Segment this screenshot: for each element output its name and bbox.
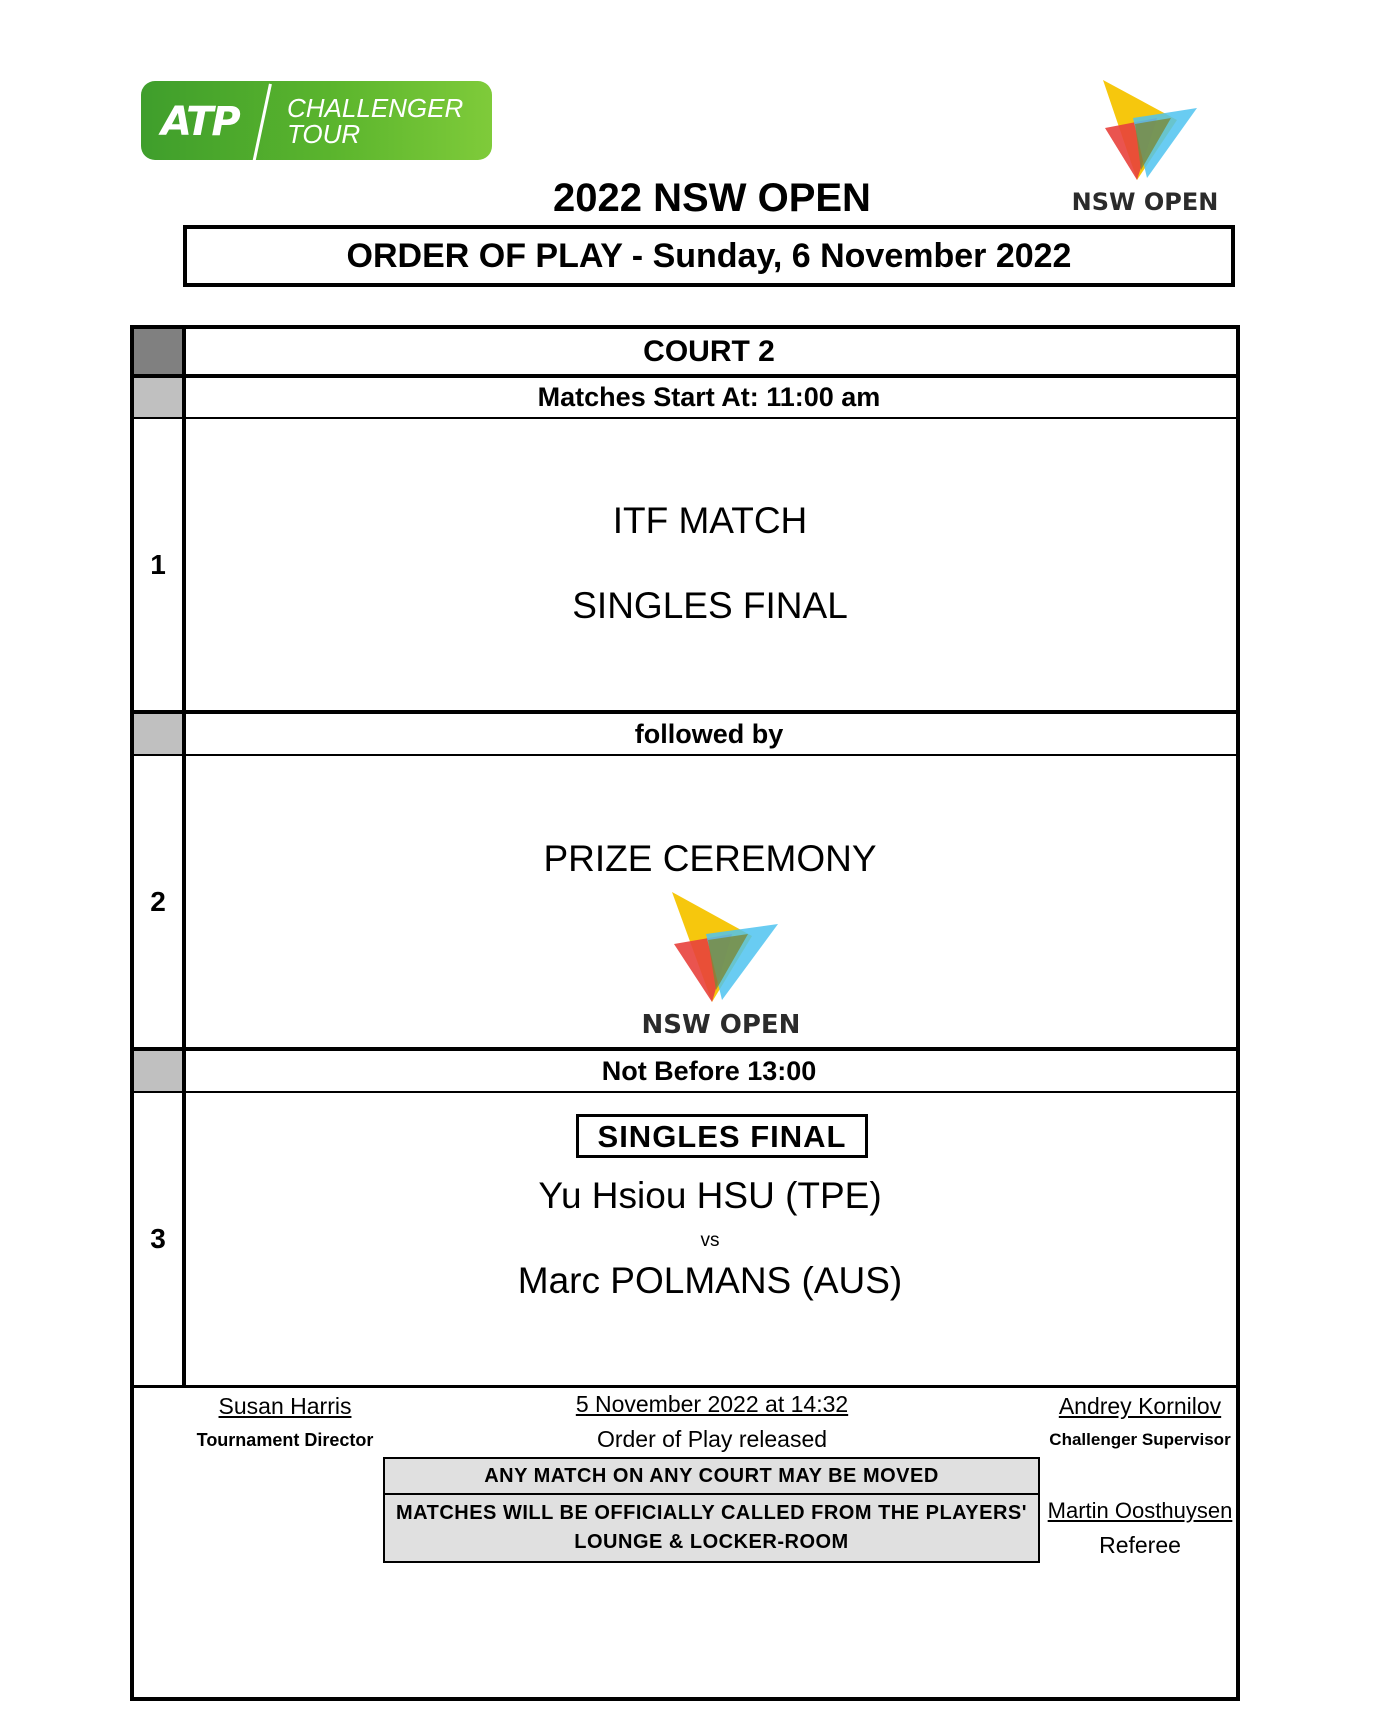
match-1-line2: SINGLES FINAL — [572, 585, 848, 626]
tournament-director-role: Tournament Director — [196, 1430, 374, 1450]
nsw-open-logo-text: NSW OPEN — [641, 1010, 801, 1040]
divider — [134, 754, 1236, 756]
notice-called-from-lounge — [383, 1493, 1040, 1563]
followed-by-label: followed by — [634, 719, 784, 749]
notice-match-move: ANY MATCH ON ANY COURT MAY BE MOVED — [383, 1457, 1040, 1495]
referee-name: Martin Oosthuysen — [1047, 1498, 1233, 1523]
prize-ceremony-title: PRIZE CEREMONY — [543, 838, 877, 879]
separator-marker — [134, 1051, 182, 1091]
release-timestamp: 5 November 2022 at 14:32 — [575, 1391, 849, 1417]
court-header-marker — [134, 329, 182, 375]
singles-final-label: SINGLES FINAL — [576, 1114, 868, 1158]
nsw-open-logo — [636, 890, 806, 1040]
player-2: Marc POLMANS (AUS) — [517, 1260, 903, 1301]
court-name: COURT 2 — [643, 335, 775, 368]
atp-challenger-logo — [141, 81, 492, 160]
challenger-supervisor-role: Challenger Supervisor — [1049, 1430, 1231, 1449]
notice-line-1: MATCHES WILL BE OFFICIALLY CALLED FROM THE PLAYERS' — [395, 1502, 1028, 1524]
nsw-open-logo — [1065, 78, 1225, 218]
not-before-label: Not Before 13:00 — [601, 1056, 817, 1086]
order-of-play-heading: ORDER OF PLAY - Sunday, 6 November 2022 — [183, 225, 1235, 287]
atp-logo-line1: CHALLENGER — [287, 93, 464, 123]
atp-logo-divider — [251, 84, 272, 160]
tournament-director-name: Susan Harris — [218, 1393, 352, 1419]
versus-label: vs — [700, 1230, 720, 1251]
release-label: Order of Play released — [596, 1426, 828, 1452]
player-1: Yu Hsiou HSU (TPE) — [538, 1175, 882, 1216]
match-number-2: 2 — [150, 886, 166, 917]
event-title: 2022 NSW OPEN — [553, 176, 871, 220]
divider — [134, 1385, 1236, 1388]
referee-role: Referee — [1099, 1532, 1181, 1558]
match-number-1: 1 — [150, 549, 166, 580]
nsw-open-sail-icon — [636, 890, 806, 1005]
nsw-open-sail-icon — [1065, 78, 1225, 188]
match-number-3: 3 — [150, 1223, 166, 1254]
match-1-line1: ITF MATCH — [612, 500, 808, 541]
match-start-time: Matches Start At: 11:00 am — [537, 382, 881, 412]
divider — [134, 1091, 1236, 1093]
divider — [134, 417, 1236, 419]
notice-line-2: LOUNGE & LOCKER-ROOM — [574, 1531, 849, 1553]
nsw-open-logo-text: NSW OPEN — [1071, 188, 1219, 216]
atp-logo-line2: TOUR — [287, 119, 361, 149]
challenger-supervisor-name: Andrey Kornilov — [1058, 1393, 1222, 1419]
separator-marker — [134, 714, 182, 754]
atp-logo-word: ATP — [161, 99, 239, 145]
start-time-marker — [134, 378, 182, 417]
